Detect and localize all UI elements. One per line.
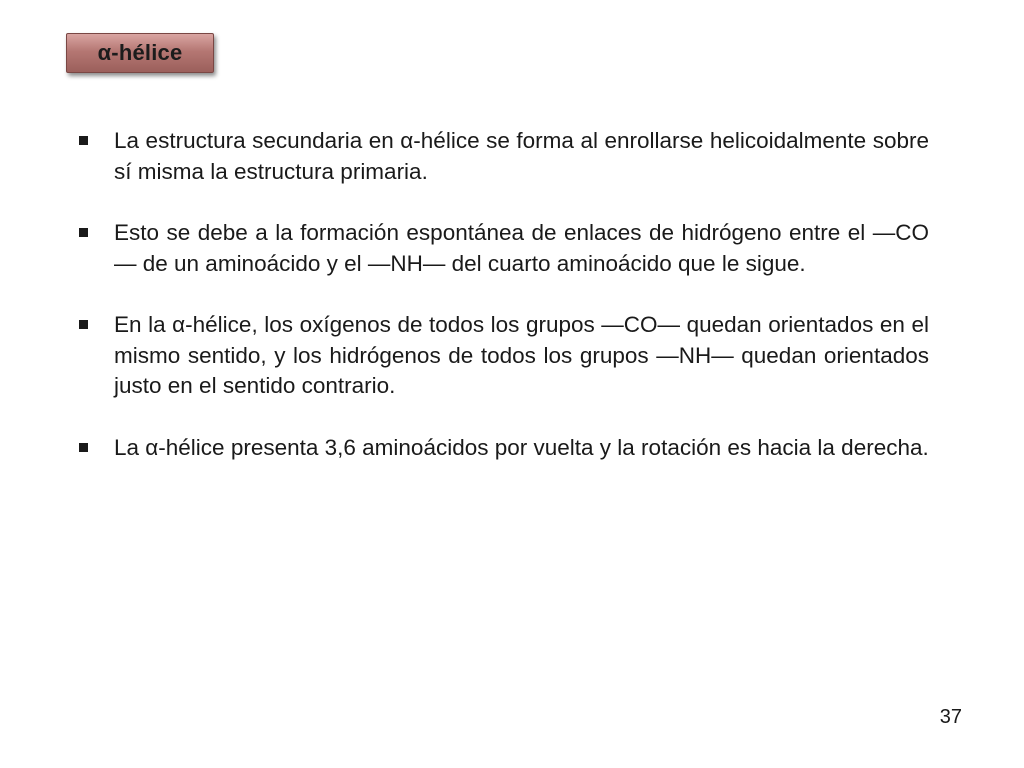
bullet-text: Esto se debe a la formación espontánea de enlaces de hidrógeno entre el —CO— de un aminoácido y el —NH— del cuarto aminoácido que le sigue.	[114, 220, 929, 276]
bullet-text: La α-hélice presenta 3,6 aminoácidos por vuelta y la rotación es hacia la derecha.	[114, 434, 929, 460]
slide-title: α-hélice	[97, 40, 183, 65]
slide-title-badge	[66, 33, 214, 73]
bullet-list	[79, 126, 929, 494]
bullet-text: En la α-hélice, los oxígenos de todos los grupos —CO— quedan orientados en el mismo sentido, y los hidrógenos de todos los grupos —NH— quedan orientados justo en el sentido contrario.	[114, 312, 929, 398]
bullet-item-2	[79, 218, 929, 279]
page-number: 37	[939, 706, 962, 728]
bullet-item-1	[79, 126, 929, 187]
bullet-text: La estructura secundaria en α-hélice se forma al enrollarse helicoidalmente sobre sí misma la estructura primaria.	[114, 128, 929, 184]
square-bullet-icon	[79, 136, 88, 145]
bullet-item-3	[79, 310, 929, 402]
square-bullet-icon	[79, 320, 88, 329]
square-bullet-icon	[79, 443, 88, 452]
bullet-item-4	[79, 433, 929, 464]
square-bullet-icon	[79, 228, 88, 237]
